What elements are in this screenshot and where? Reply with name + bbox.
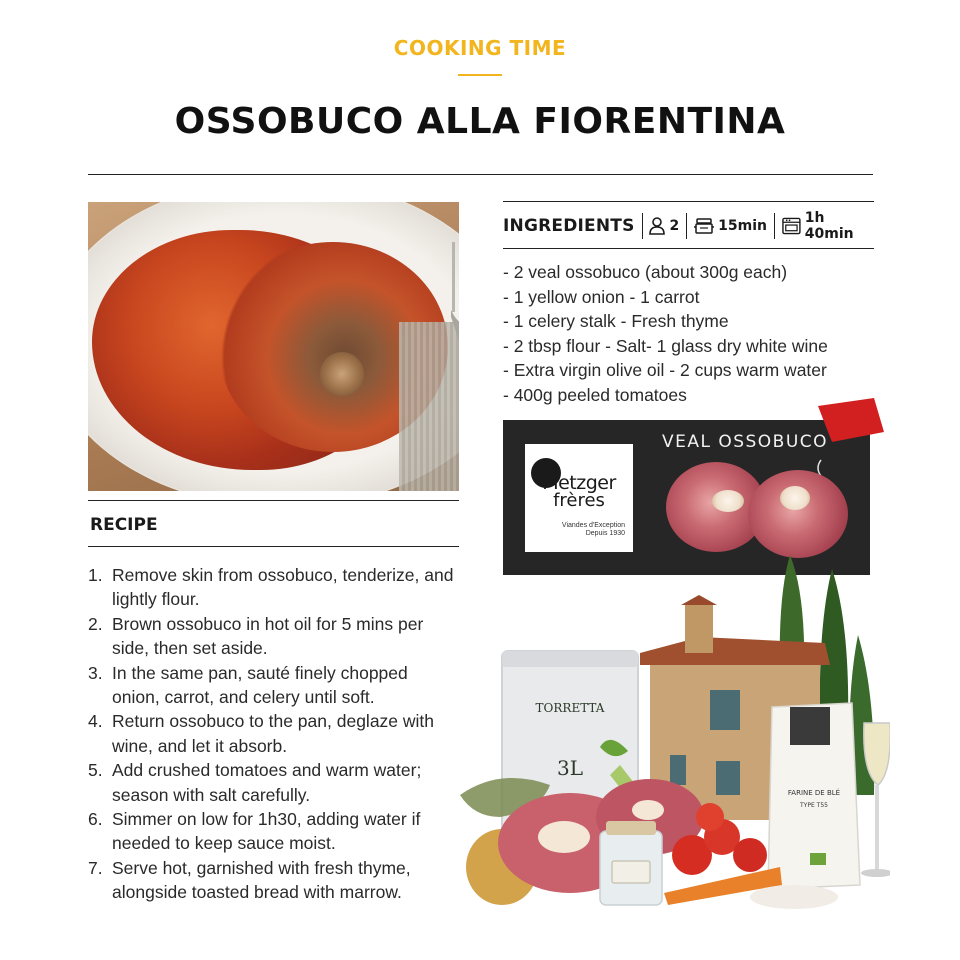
step-number: 6. [88,809,103,830]
tomato [733,838,767,872]
tomato [696,803,724,831]
servings [649,217,679,235]
recipe-step [88,807,460,856]
ingredients-collage [460,555,890,910]
person-icon [649,217,665,235]
ingredients-top-rule [503,201,874,202]
recipe-bottom-rule [88,546,459,547]
step-text: Remove skin from ossobuco, tenderize, and lightly flour. [112,565,454,610]
farmhouse-window [716,761,740,795]
ingredients-title: INGREDIENTS [503,216,635,236]
recipe-section-title: RECIPE [90,515,158,535]
step-number: 2. [88,613,103,634]
recipe-step [88,856,460,905]
marrow-bone-right [780,486,810,510]
ingredient-item: - 1 celery stalk - Fresh thyme [503,311,729,332]
header-separator [686,213,687,239]
prep-time [694,217,767,235]
cook-time [782,210,874,242]
ingredients-bottom-rule [503,248,874,249]
ingredients-list [503,260,874,408]
step-text: Brown ossobuco in hot oil for 5 mins per side, then set aside. [112,613,424,659]
step-text: Serve hot, garnished with fresh thyme, alongside toasted bread with marrow. [112,857,411,903]
step-number: 5. [88,760,103,781]
flour-label-1: FARINE DE BLÉ [787,789,841,797]
logo-tagline-text: Viandes d'Exception [561,522,625,529]
cook-time-value: 1h 40min [804,210,854,242]
step-number: 3. [88,662,103,683]
kicker-underline [458,74,502,76]
logo-brand: Metzger [542,472,616,494]
supplier-logo [525,444,633,552]
prep-time-value: 15min [718,218,767,234]
veal-shank-right [748,470,848,558]
oven-icon [782,217,801,235]
recipe-step [88,563,460,612]
ingredient-item: - Extra virgin olive oil - 2 cups warm water [503,360,827,381]
recipe-top-rule [88,500,459,501]
dish-photo [88,202,459,491]
title-divider [88,174,873,175]
step-text: In the same pan, sauté finely chopped onion, carrot, and celery until soft. [112,662,408,708]
step-number: 4. [88,711,103,732]
ingredient-item: - 1 yellow onion - 1 carrot [503,286,700,307]
step-number: 1. [88,565,103,585]
servings-value: 2 [669,218,680,234]
ingredient-item: - 400g peeled tomatoes [503,384,687,405]
flour-pile [750,885,838,909]
banner-label: VEAL OSSOBUCO [661,432,829,452]
step-text: Simmer on low for 1h30, adding water if needed to keep sauce moist. [112,809,421,854]
flour-label-2: TYPE T55 [800,802,828,809]
farmhouse-window [710,690,740,730]
header-separator [642,213,643,239]
recipe-step [88,758,460,807]
oil-volume: 3L [556,756,584,780]
fork-icon [444,242,459,491]
pot-icon [694,217,714,235]
recipe-steps [88,563,460,905]
logo-since-text: Depuis 1930 [585,530,625,537]
marrow-bone [320,352,364,396]
farmhouse-tower [685,603,713,653]
header-separator [774,213,775,239]
recipe-step [88,661,460,710]
recipe-step [88,709,460,758]
ingredient-item: - 2 veal ossobuco (about 300g each) [503,262,788,282]
farmhouse-window [670,755,686,785]
recipe-step [88,612,460,661]
marrow-bone-left [712,490,744,512]
ingredient-item: - 2 tbsp flour - Salt- 1 glass dry white wine [503,335,828,356]
step-number: 7. [88,857,103,878]
ingredients-header [503,208,874,244]
step-text: Add crushed tomatoes and warm water; season with salt carefully. [112,760,422,805]
oil-brand: TORRETTA [535,701,605,715]
step-text: Return ossobuco to the pan, deglaze with wine, and let it absorb. [112,711,435,756]
logo-tagline [525,522,625,538]
recipe-title: OSSOBUCO ALLA FIORENTINA [174,101,786,142]
section-kicker: COOKING TIME [393,36,567,60]
logo-brand-sub: frères [553,490,605,511]
